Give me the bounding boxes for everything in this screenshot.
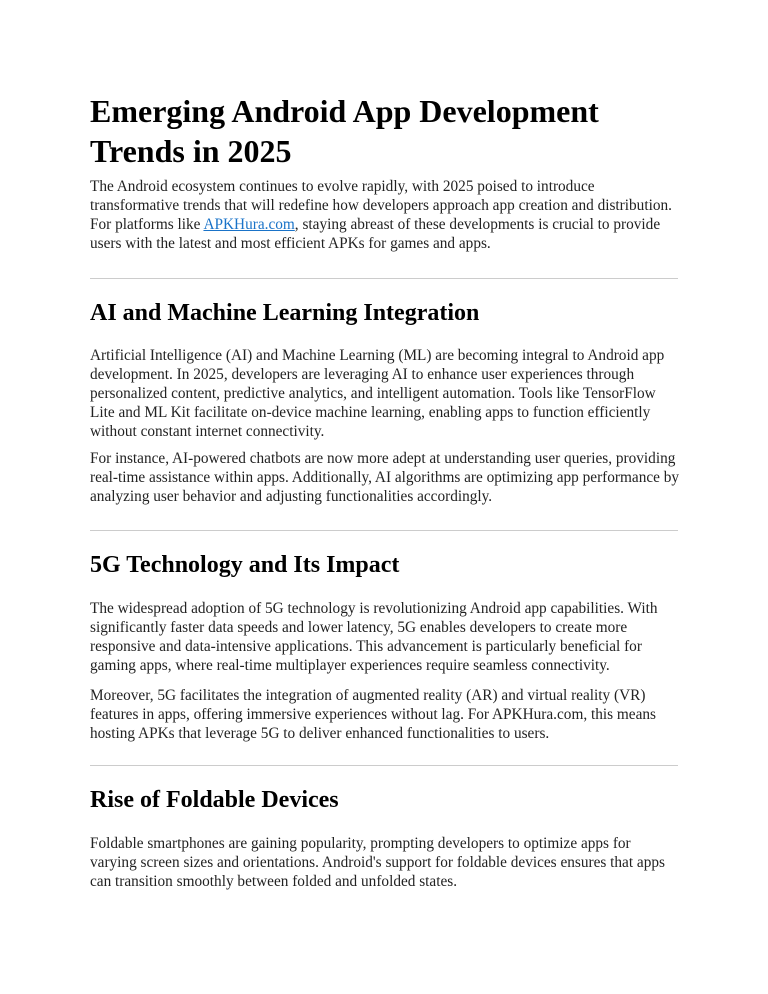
section-divider [90, 278, 678, 279]
section-ai-ml-paragraph-2: For instance, AI-powered chatbots are now more adept at understanding user queries, providing real-time assistance within apps. Additionally, AI algorithms are optimizing app performance by analyzing user behavior and adjusting functionalities accordingly. [90, 450, 680, 505]
section-foldable-paragraph-1: Foldable smartphones are gaining popularity, prompting developers to optimize apps for varying screen sizes and orientations. Android's support for foldable devices ensures that apps can transition smoothly between folded and unfolded states. [90, 835, 665, 890]
page-title: Emerging Android App Development Trends in 2025 [90, 93, 599, 169]
section-divider [90, 530, 678, 531]
section-heading-ai-ml: AI and Machine Learning Integration [90, 300, 480, 326]
section-5g-paragraph-1: The widespread adoption of 5G technology is revolutionizing Android app capabilities. With significantly faster data speeds and lower latency, 5G enables developers to create more responsive and data-intensive applications. This advancement is particularly beneficial for gaming apps, where real-time multiplayer experiences require seamless connectivity. [90, 600, 658, 674]
intro-text-before-link: The Android ecosystem continues to evolve rapidly, with 2025 poised to introduce transformative trends that will redefine how developers approach app creation and distribution. For platforms like [90, 178, 672, 233]
section-ai-ml-paragraph-1: Artificial Intelligence (AI) and Machine Learning (ML) are becoming integral to Android app development. In 2025, developers are leveraging AI to enhance user experiences through personalized content, predictive analytics, and intelligent automation. Tools like TensorFlow Lite and ML Kit facilitate on-device machine learning, enabling apps to function efficiently without constant internet connectivity. [90, 347, 665, 440]
section-heading-5g: 5G Technology and Its Impact [90, 552, 400, 578]
section-heading-foldable: Rise of Foldable Devices [90, 787, 339, 813]
intro-paragraph [90, 177, 680, 253]
intro-text-after-link: , staying abreast of these developments is crucial to provide users with the latest and most efficient APKs for games and apps. [90, 216, 661, 252]
section-5g-paragraph-2: Moreover, 5G facilitates the integration of augmented reality (AR) and virtual reality (VR) features in apps, offering immersive experiences without lag. For APKHura.com, this means hosting APKs that leverage 5G to deliver enhanced functionalities to users. [90, 687, 656, 742]
section-divider [90, 765, 678, 766]
apkhura-link[interactable]: APKHura.com [203, 216, 295, 233]
